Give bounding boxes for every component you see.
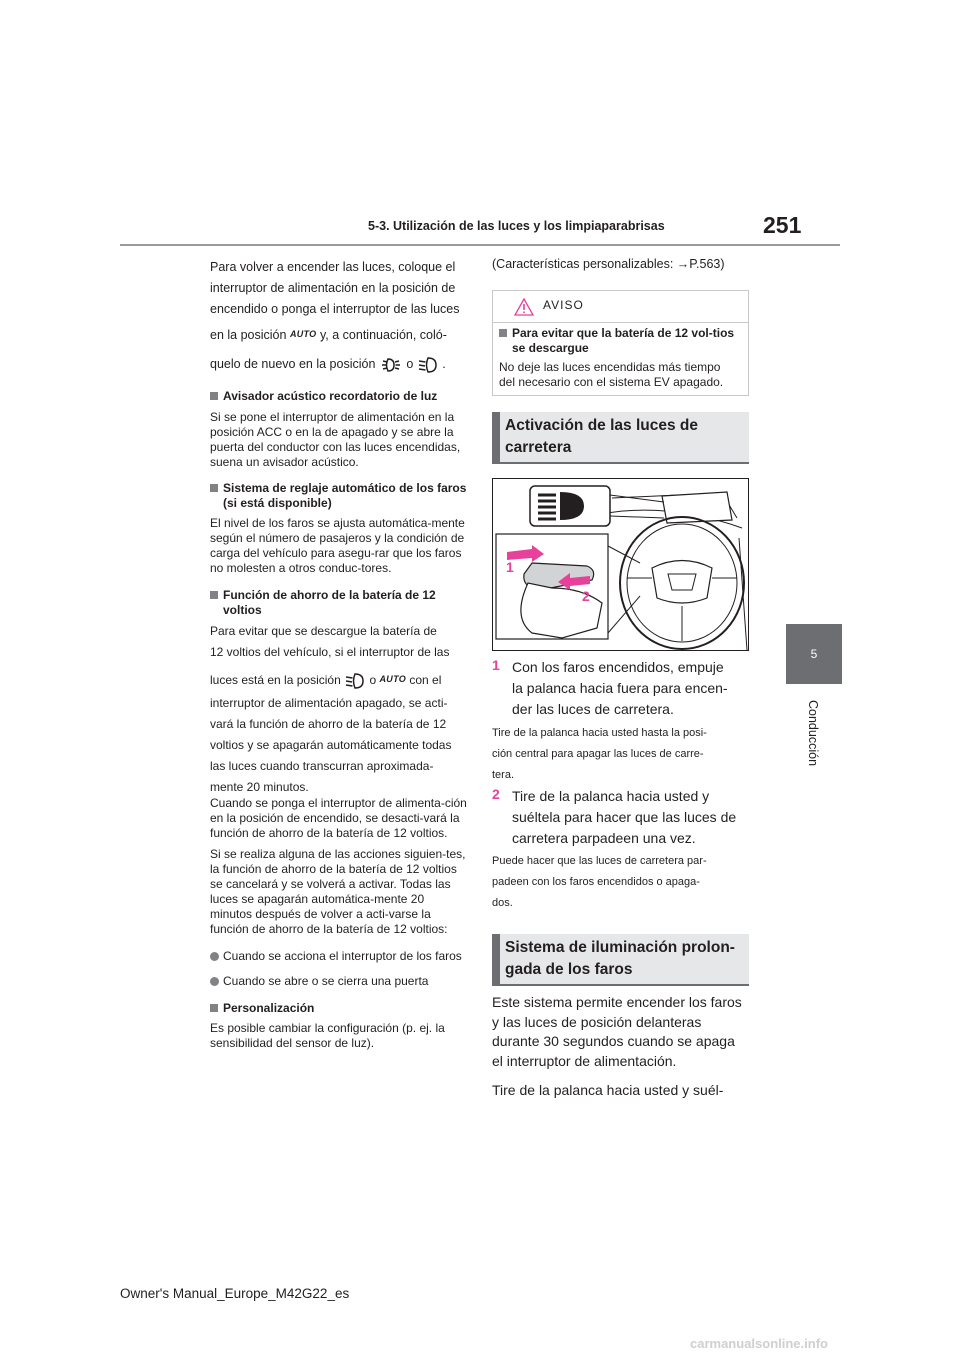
page-number: 251 (763, 212, 802, 238)
banner-title: Sistema de iluminación prolon-gada de los faros (505, 939, 735, 978)
custom-text: Es posible cambiar la configuración (p. ej. la sensibilidad del sensor de luz). (210, 1021, 445, 1050)
intro-paragraph (210, 257, 468, 375)
figure-label-1: 1 (506, 559, 514, 575)
step-text (512, 786, 750, 849)
text-fragment: o (369, 673, 377, 687)
leveling-text: El nivel de los faros se ajusta automática-mente según el número de pasajeros y la condición de carga del vehículo para asegu-rar que los faros no molesten a otros conduc-tores. (210, 516, 465, 575)
text-line: Con los faros encendidos, empuje (512, 659, 724, 675)
text-fragment: . (442, 357, 446, 371)
text-fragment: con el (409, 673, 442, 687)
headlight-icon (417, 355, 439, 375)
notice-divider (493, 322, 748, 323)
text-line (210, 669, 468, 691)
text-line (210, 324, 468, 346)
text-line: interruptor de alimentación apagado, se acti- (210, 696, 448, 710)
battery-text-3: Si se realiza alguna de las acciones siguien-tes, la función de ahorro de la batería de 12 voltios se cancelará y se volverá a activar. Todas las luces se apagarán automática-mente 20 minutos después de volver a acti-varse la función de ahorro de la batería de 12 voltios: (210, 847, 466, 936)
bullet-item: Cuando se acciona el interruptor de los faros (210, 949, 468, 964)
leveling-heading: Sistema de reglaje automático de los faros (si está disponible) (210, 481, 468, 511)
battery-text (210, 621, 468, 798)
text-line: las luces cuando transcurran aproximada- (210, 759, 434, 773)
step-text (512, 657, 750, 720)
extended-lighting-para: Tire de la palanca hacia usted y suél- (492, 1082, 724, 1098)
text-line: suéltela para hacer que las luces de (512, 809, 737, 825)
text-line: encendido o ponga el interruptor de las luces (210, 302, 460, 316)
text-line: tera. (492, 769, 515, 781)
chapter-number: 5 (810, 647, 818, 661)
footer-text: Owner's Manual_Europe_M42G22_es (120, 1286, 350, 1301)
section-banner (492, 412, 749, 464)
section-banner (492, 934, 749, 986)
notice-box (492, 290, 749, 396)
text-fragment: y, a continuación, coló- (319, 328, 447, 342)
chapter-label: Conducción (806, 700, 820, 767)
notice-text: No deje las luces encendidas más tiempo del necesario con el sistema EV apagado. (499, 360, 724, 389)
auto-switch-icon: AUTO (379, 674, 407, 684)
notice-title: AVISO (543, 298, 584, 312)
custom-heading: Personalización (210, 1001, 468, 1016)
buzzer-section (210, 389, 468, 470)
banner-accent (492, 934, 500, 986)
battery-heading: Función de ahorro de la batería de 12 voltios (210, 588, 468, 618)
extended-lighting-text (492, 993, 748, 1101)
headlight-icon (344, 671, 366, 691)
section-title: 5-3. Utilización de las luces y los limpiaparabrisas (368, 219, 665, 233)
notice-heading (499, 326, 739, 356)
step-1-note (492, 723, 752, 786)
custom-settings-ref: (Características personalizables: →P.563) (492, 257, 725, 271)
notice-heading-text: Para evitar que la batería de 12 vol-tios se descargue (512, 326, 735, 355)
text-line: mente 20 minutos. (210, 780, 309, 794)
text-fragment: en la posición (210, 328, 287, 342)
auto-switch-icon: AUTO (289, 329, 317, 339)
text-line: voltios y se apagarán automáticamente todas (210, 738, 452, 752)
header-divider (120, 244, 840, 246)
text-fragment: luces está en la posición (210, 673, 341, 687)
text-line: der las luces de carretera. (512, 701, 674, 717)
parking-lights-icon (379, 356, 403, 374)
notice-content (499, 326, 739, 390)
text-line: Puede hacer que las luces de carretera par- (492, 855, 707, 867)
text-line: carretera parpadeen una vez. (512, 830, 696, 846)
text-line: dos. (492, 897, 513, 909)
text-line: padeen con los faros encendidos o apaga- (492, 876, 700, 888)
step-2 (492, 786, 750, 849)
text-line: interruptor de alimentación en la posición de (210, 281, 456, 295)
bullet-item: Cuando se abre o se cierra una puerta (210, 974, 468, 989)
figure-label-2: 2 (582, 588, 590, 604)
battery-text-2: Cuando se ponga el interruptor de alimenta-ción en la posición de encendido, se desacti-vará la función de ahorro de la batería de 12 voltios. (210, 796, 467, 840)
chapter-tab (786, 624, 842, 684)
step-number: 1 (492, 657, 500, 673)
left-column (210, 257, 468, 1051)
watermark: carmanualsonline.info (690, 1336, 828, 1351)
text-fragment: o (406, 357, 414, 371)
text-line: vará la función de ahorro de la batería de 12 (210, 717, 447, 731)
high-beam-lever-illustration (492, 478, 749, 651)
step-1 (492, 657, 750, 720)
extended-lighting-para: Este sistema permite encender los faros y las luces de posición delanteras durante 30 segundos cuando se apaga el interruptor de alimentación. (492, 994, 742, 1069)
text-line: la palanca hacia fuera para encen- (512, 680, 728, 696)
text-line: Tire de la palanca hacia usted y (512, 788, 710, 804)
buzzer-heading: Avisador acústico recordatorio de luz (210, 389, 468, 404)
text-line: 12 voltios del vehículo, si el interruptor de las (210, 645, 450, 659)
step-number: 2 (492, 786, 500, 802)
text-line: Para volver a encender las luces, coloque el (210, 260, 456, 274)
leveling-section (210, 481, 468, 576)
text-line: Tire de la palanca hacia usted hasta la posi- (492, 727, 707, 739)
text-line: Para evitar que se descargue la batería de (210, 624, 437, 638)
text-fragment: quelo de nuevo en la posición (210, 357, 376, 371)
custom-section (210, 1001, 468, 1051)
buzzer-text: Si se pone el interruptor de alimentación en la posición ACC o en la de apagado y se abre la puerta del conductor con las luces encendidas, suena un avisador acústico. (210, 410, 461, 469)
step-2-note (492, 851, 752, 914)
banner-accent (492, 412, 500, 464)
warning-icon (513, 297, 535, 317)
text-line: ción central para apagar las luces de carre- (492, 748, 704, 760)
battery-section (210, 588, 468, 989)
banner-title: Activación de las luces de carretera (505, 417, 698, 456)
text-line (210, 354, 468, 375)
